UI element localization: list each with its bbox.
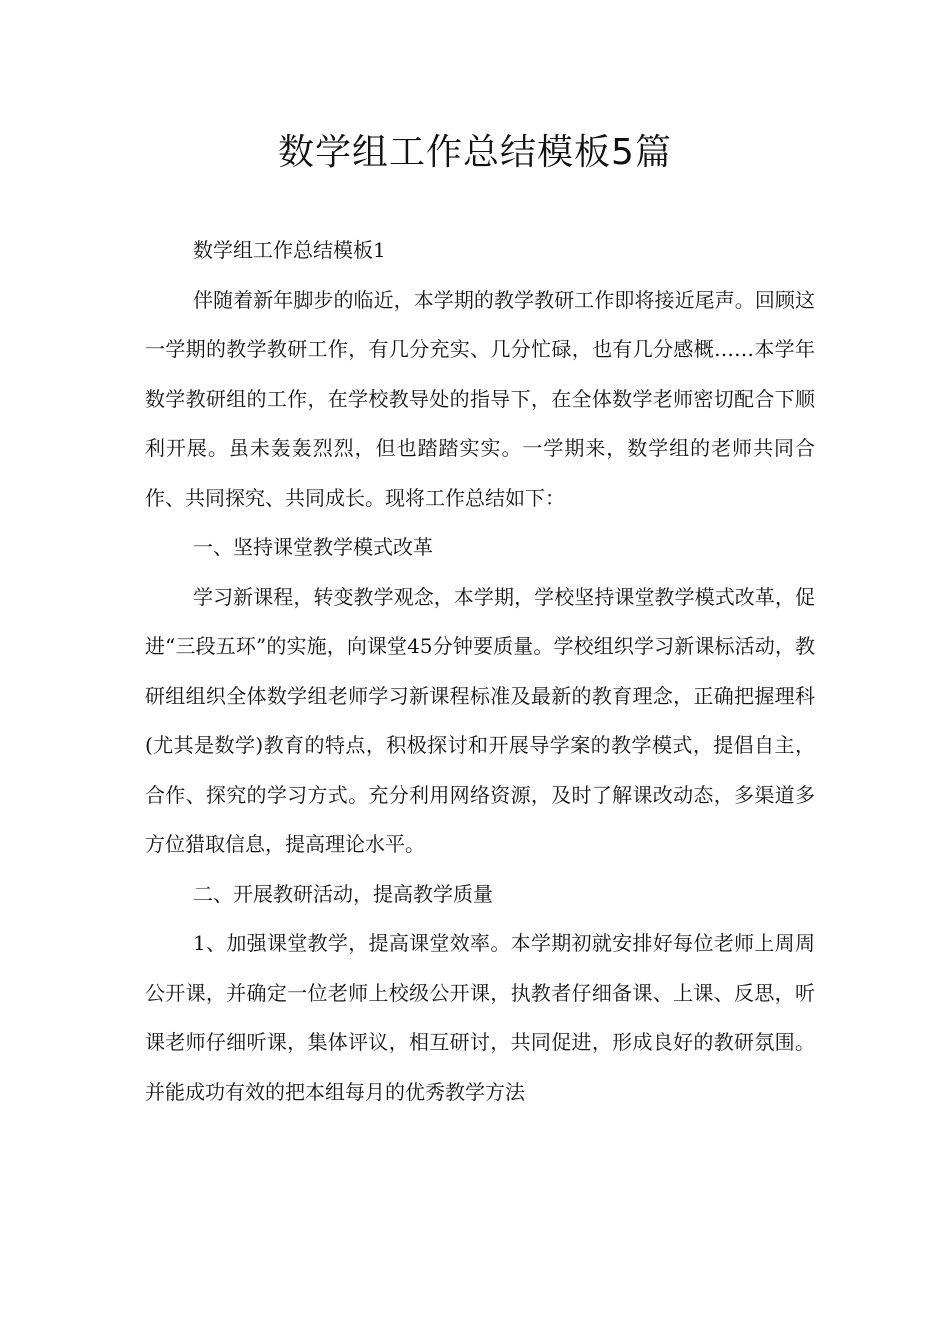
- section-heading-1: 一、坚持课堂教学模式改革: [193, 535, 433, 559]
- document-body: [145, 226, 815, 1117]
- paragraph-intro: 伴随着新年脚步的临近，本学期的教学教研工作即将接近尾声。回顾这一学期的教学教研工作，有几分充实、几分忙碌，也有几分感概……本学年数学教研组的工作，在学校教导处的指导下，在全体数学老师密切配合下顺利开展。虽未轰轰烈烈，但也踏踏实实。一学期来，数学组的老师共同合作、共同探究、共同成长。现将工作总结如下：: [145, 287, 815, 510]
- paragraph-section-1: 学习新课程，转变教学观念，本学期，学校坚持课堂教学模式改革，促进“三段五环”的实施，向课堂45分钟要质量。学校组织学习新课标活动，教研组组织全体数学组老师学习新课程标准及最新的教育理念，正确把握理科(尤其是数学)教育的特点，积极探讨和开展导学案的教学模式，提倡自主，合作、探究的学习方式。充分利用网络资源，及时了解课改动态，多渠道多方位猎取信息，提高理论水平。: [145, 584, 815, 856]
- section-heading-2: 二、开展教研活动，提高教学质量: [193, 881, 493, 906]
- document-title: 数学组工作总结模板5篇: [278, 132, 672, 173]
- section-subtitle: 数学组工作总结模板1: [193, 238, 386, 262]
- paragraph-section-2-item-1: 1、加强课堂教学，提高课堂效率。本学期初就安排好每位老师上周周公开课，并确定一位老师上校级公开课，执教者仔细备课、上课、反思，听课老师仔细听课，集体评议，相互研讨，共同促进，形成良好的教研氛围。并能成功有效的把本组每月的优秀教学方法: [145, 931, 815, 1104]
